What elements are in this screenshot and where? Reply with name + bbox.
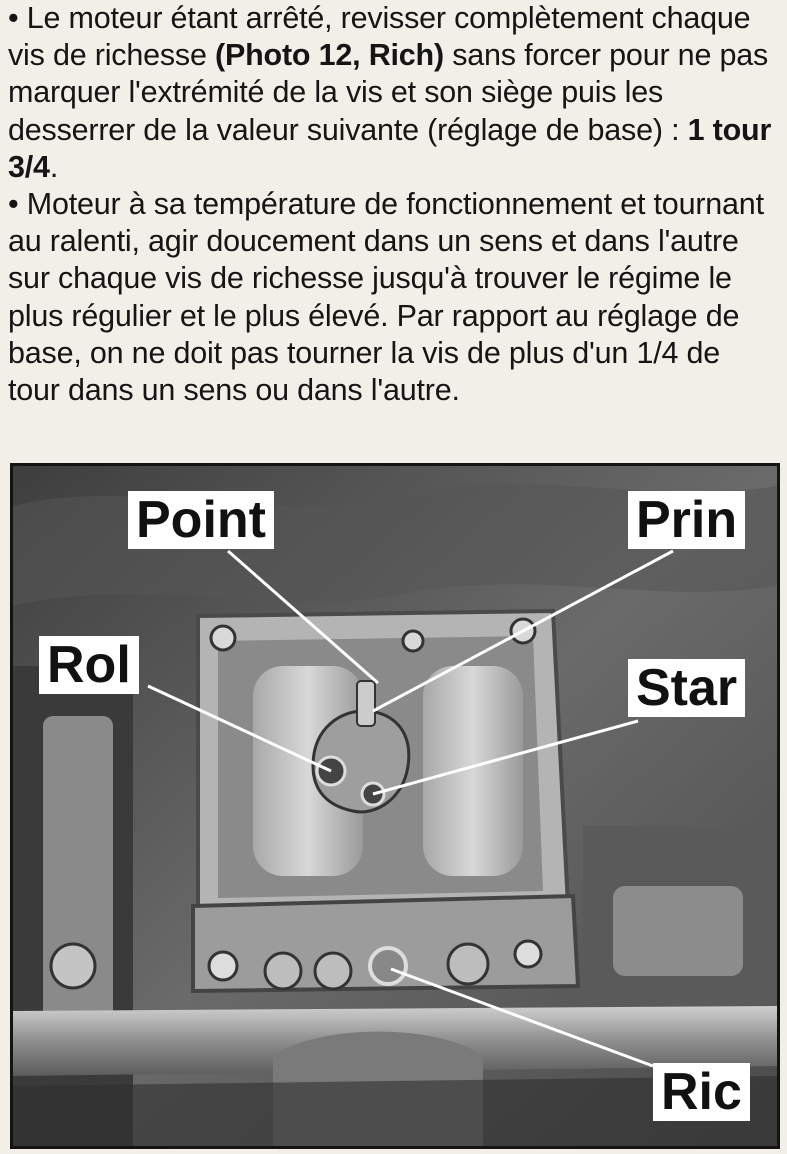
paragraph-1-part-1: • Le moteur étant arrêté, revisser complètement chaque vis de richesse bbox=[8, 1, 751, 73]
callout-star: Star bbox=[628, 659, 745, 717]
carburetor-illustration bbox=[13, 466, 777, 1146]
base-setting-value: 1 tour 3/4 bbox=[8, 112, 772, 184]
callout-rol: Rol bbox=[39, 636, 139, 694]
paragraph-1-part-3: . bbox=[49, 149, 59, 184]
photo-reference: (Photo 12, Rich) bbox=[215, 38, 444, 73]
callout-prin: Prin bbox=[628, 491, 745, 549]
callout-point: Point bbox=[128, 491, 274, 549]
paragraph-1 bbox=[8, 0, 780, 186]
callout-ric: Ric bbox=[653, 1063, 750, 1121]
carburetor-photo bbox=[10, 463, 780, 1149]
paragraph-2: • Moteur à sa température de fonctionnement et tournant au ralenti, agir doucement dans un sens et dans l'autre sur chaque vis de richesse jusqu'à trouver le régime le plus régulier et le plus élevé. Par rapport au réglage de base, on ne doit pas tourner la vis de plus d'un 1/4 de tour dans un sens ou dans l'autre. bbox=[8, 187, 764, 408]
paragraph-1-part-2: sans forcer pour ne pas marquer l'extrémité de la vis et son siège puis les desserrer de la valeur suivante (réglage de base) : bbox=[8, 38, 769, 147]
instruction-text bbox=[8, 0, 780, 409]
